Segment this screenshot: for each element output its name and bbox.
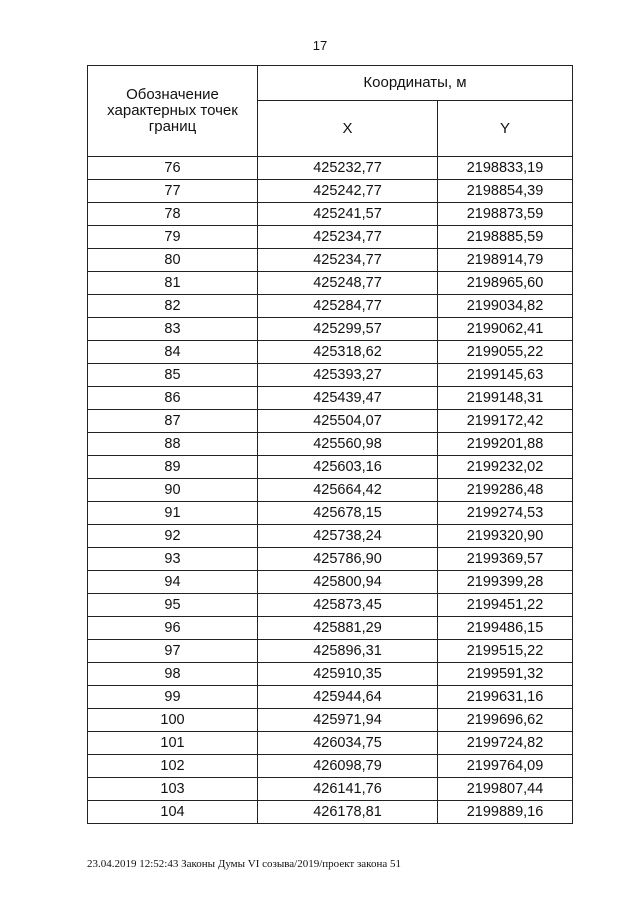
- point-cell: 104: [88, 801, 258, 824]
- y-coordinate-cell: 2199062,41: [438, 318, 573, 341]
- point-cell: 94: [88, 571, 258, 594]
- x-coordinate-cell: 425786,90: [258, 548, 438, 571]
- point-cell: 85: [88, 364, 258, 387]
- y-coordinate-cell: 2198965,60: [438, 272, 573, 295]
- x-coordinate-cell: 425234,77: [258, 226, 438, 249]
- x-coordinate-cell: 425560,98: [258, 433, 438, 456]
- x-coordinate-cell: 425678,15: [258, 502, 438, 525]
- points-column-header: Обозначение характерных точек границ: [88, 66, 258, 157]
- y-coordinate-cell: 2199451,22: [438, 594, 573, 617]
- table-row: [88, 180, 573, 203]
- x-coordinate-cell: 426141,76: [258, 778, 438, 801]
- x-coordinate-cell: 425603,16: [258, 456, 438, 479]
- y-column-header: Y: [438, 101, 573, 157]
- y-coordinate-cell: 2198833,19: [438, 157, 573, 180]
- x-coordinate-cell: 426098,79: [258, 755, 438, 778]
- point-cell: 77: [88, 180, 258, 203]
- x-coordinate-cell: 425738,24: [258, 525, 438, 548]
- point-cell: 92: [88, 525, 258, 548]
- point-cell: 102: [88, 755, 258, 778]
- point-cell: 79: [88, 226, 258, 249]
- x-coordinate-cell: 425873,45: [258, 594, 438, 617]
- table-row: [88, 732, 573, 755]
- point-cell: 91: [88, 502, 258, 525]
- y-coordinate-cell: 2199034,82: [438, 295, 573, 318]
- point-cell: 95: [88, 594, 258, 617]
- point-cell: 103: [88, 778, 258, 801]
- point-cell: 97: [88, 640, 258, 663]
- point-cell: 76: [88, 157, 258, 180]
- coordinates-column-header: Координаты, м: [258, 66, 573, 101]
- table-row: [88, 686, 573, 709]
- y-coordinate-cell: 2199320,90: [438, 525, 573, 548]
- x-coordinate-cell: 425439,47: [258, 387, 438, 410]
- y-coordinate-cell: 2199696,62: [438, 709, 573, 732]
- point-cell: 99: [88, 686, 258, 709]
- x-coordinate-cell: 425234,77: [258, 249, 438, 272]
- x-coordinate-cell: 425881,29: [258, 617, 438, 640]
- x-coordinate-cell: 425971,94: [258, 709, 438, 732]
- y-coordinate-cell: 2199515,22: [438, 640, 573, 663]
- table-row: [88, 778, 573, 801]
- x-coordinate-cell: 425944,64: [258, 686, 438, 709]
- coordinates-table: [87, 65, 573, 824]
- x-coordinate-cell: 425504,07: [258, 410, 438, 433]
- table-row: [88, 157, 573, 180]
- y-coordinate-cell: 2199631,16: [438, 686, 573, 709]
- table-row: [88, 801, 573, 824]
- y-coordinate-cell: 2199724,82: [438, 732, 573, 755]
- table-row: [88, 594, 573, 617]
- point-cell: 96: [88, 617, 258, 640]
- table-row: [88, 341, 573, 364]
- point-cell: 98: [88, 663, 258, 686]
- x-coordinate-cell: 425393,27: [258, 364, 438, 387]
- point-cell: 89: [88, 456, 258, 479]
- point-cell: 84: [88, 341, 258, 364]
- y-coordinate-cell: 2199148,31: [438, 387, 573, 410]
- y-coordinate-cell: 2199889,16: [438, 801, 573, 824]
- y-coordinate-cell: 2199055,22: [438, 341, 573, 364]
- document-footer-stamp: 23.04.2019 12:52:43 Законы Думы VI созыва/2019/проект закона 51: [87, 858, 401, 870]
- x-coordinate-cell: 425299,57: [258, 318, 438, 341]
- table-row: [88, 456, 573, 479]
- table-row: [88, 548, 573, 571]
- point-cell: 93: [88, 548, 258, 571]
- table-row: [88, 272, 573, 295]
- y-coordinate-cell: 2198873,59: [438, 203, 573, 226]
- table-row: [88, 571, 573, 594]
- x-coordinate-cell: 425232,77: [258, 157, 438, 180]
- point-cell: 80: [88, 249, 258, 272]
- x-coordinate-cell: 425800,94: [258, 571, 438, 594]
- table-row: [88, 502, 573, 525]
- point-cell: 87: [88, 410, 258, 433]
- point-cell: 82: [88, 295, 258, 318]
- y-coordinate-cell: 2199286,48: [438, 479, 573, 502]
- table-row: [88, 640, 573, 663]
- table-row: [88, 203, 573, 226]
- y-coordinate-cell: 2199764,09: [438, 755, 573, 778]
- table-row: [88, 525, 573, 548]
- y-coordinate-cell: 2198854,39: [438, 180, 573, 203]
- x-coordinate-cell: 425896,31: [258, 640, 438, 663]
- table-row: [88, 318, 573, 341]
- table-row: [88, 410, 573, 433]
- y-coordinate-cell: 2199369,57: [438, 548, 573, 571]
- x-coordinate-cell: 425284,77: [258, 295, 438, 318]
- table-row: [88, 755, 573, 778]
- x-coordinate-cell: 426178,81: [258, 801, 438, 824]
- table-row: [88, 709, 573, 732]
- x-coordinate-cell: 425241,57: [258, 203, 438, 226]
- x-column-header: X: [258, 101, 438, 157]
- table-row: [88, 249, 573, 272]
- y-coordinate-cell: 2198914,79: [438, 249, 573, 272]
- y-coordinate-cell: 2199591,32: [438, 663, 573, 686]
- x-coordinate-cell: 425910,35: [258, 663, 438, 686]
- point-cell: 88: [88, 433, 258, 456]
- table-body: [88, 157, 573, 824]
- y-coordinate-cell: 2199807,44: [438, 778, 573, 801]
- y-coordinate-cell: 2199486,15: [438, 617, 573, 640]
- point-cell: 78: [88, 203, 258, 226]
- y-coordinate-cell: 2199274,53: [438, 502, 573, 525]
- point-cell: 81: [88, 272, 258, 295]
- table-header: [88, 66, 573, 157]
- point-cell: 83: [88, 318, 258, 341]
- y-coordinate-cell: 2199399,28: [438, 571, 573, 594]
- table-row: [88, 479, 573, 502]
- table-row: [88, 295, 573, 318]
- y-coordinate-cell: 2198885,59: [438, 226, 573, 249]
- y-coordinate-cell: 2199201,88: [438, 433, 573, 456]
- x-coordinate-cell: 425664,42: [258, 479, 438, 502]
- table-row: [88, 663, 573, 686]
- x-coordinate-cell: 426034,75: [258, 732, 438, 755]
- table-row: [88, 433, 573, 456]
- x-coordinate-cell: 425242,77: [258, 180, 438, 203]
- page-number: 17: [312, 38, 328, 53]
- x-coordinate-cell: 425248,77: [258, 272, 438, 295]
- point-cell: 86: [88, 387, 258, 410]
- table-row: [88, 617, 573, 640]
- x-coordinate-cell: 425318,62: [258, 341, 438, 364]
- y-coordinate-cell: 2199172,42: [438, 410, 573, 433]
- y-coordinate-cell: 2199145,63: [438, 364, 573, 387]
- table-row: [88, 387, 573, 410]
- point-cell: 90: [88, 479, 258, 502]
- point-cell: 100: [88, 709, 258, 732]
- table-row: [88, 226, 573, 249]
- table-row: [88, 364, 573, 387]
- y-coordinate-cell: 2199232,02: [438, 456, 573, 479]
- point-cell: 101: [88, 732, 258, 755]
